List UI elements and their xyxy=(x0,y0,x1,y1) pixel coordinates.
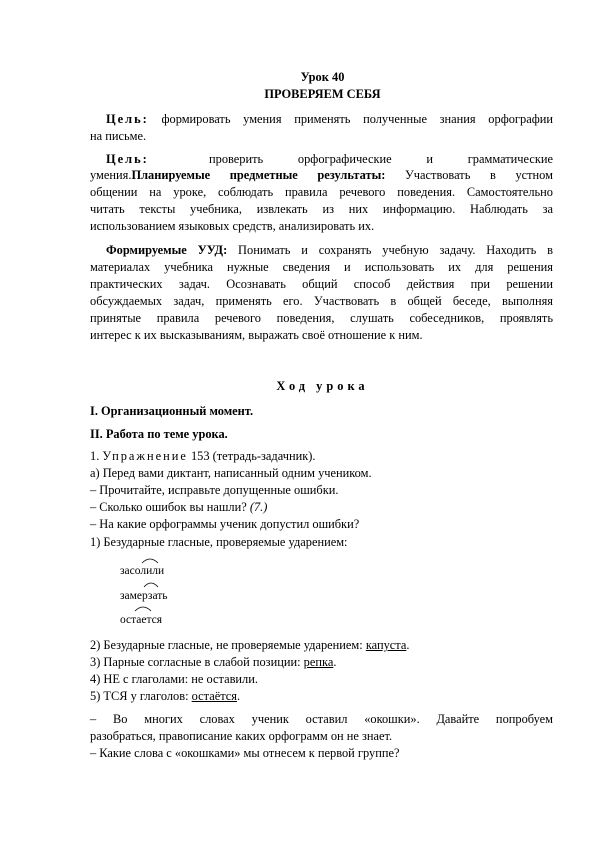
point-1: 1) Безударные гласные, проверяемые ударением: xyxy=(90,535,348,549)
point-3-word: репка xyxy=(303,655,334,669)
goal2-line5: использованием языковых средств, анализировать их. xyxy=(90,219,375,233)
goal1-text: формировать умения применять полученные знания орфографии xyxy=(148,112,553,126)
goal1-cont: на письме. xyxy=(90,129,147,143)
remark-line1: – Во многих словах ученик оставил «окошки». Давайте попробуем xyxy=(90,712,553,726)
exercise-label: Упражнение xyxy=(102,449,188,463)
point-2-text: 2) Безударные гласные, не проверяемые ударением: xyxy=(90,638,366,652)
point-2-end: . xyxy=(406,638,410,652)
point-2-word: капуста xyxy=(365,638,407,652)
example-word-3: остается xyxy=(120,614,163,626)
lesson-flow-heading: Ход урока xyxy=(276,379,369,393)
exercise-number: 1. xyxy=(90,449,103,463)
planned-results-label: Планируемые предметные результаты: xyxy=(131,168,386,182)
example-word-1: засолили xyxy=(120,565,165,577)
section-work: II. Работа по теме урока. xyxy=(90,427,228,441)
arc-word3 xyxy=(135,607,151,611)
uud-line1 xyxy=(90,243,553,258)
lesson-title: ПРОВЕРЯЕМ СЕБЯ xyxy=(264,87,381,101)
question-3: – На какие орфограммы ученик допустил ошибки? xyxy=(90,517,360,531)
uud-line5: принятые правила речевого поведения, слушать собеседников, проявлять xyxy=(90,311,553,325)
goal1-line xyxy=(90,112,553,127)
point-5-end: . xyxy=(236,689,241,703)
exercise-line xyxy=(90,449,553,464)
goal1-label: Цель: xyxy=(106,112,149,126)
point-2 xyxy=(90,638,553,653)
goal2-l2-text: умения. xyxy=(90,168,132,182)
lesson-number: Урок 40 xyxy=(300,70,345,84)
point-5 xyxy=(90,689,553,704)
uud-l1-text: Понимать и сохранять учебную задачу. Находить в xyxy=(227,243,553,257)
goal2-text: проверить орфографические и грамматические xyxy=(209,152,553,166)
arc-word1 xyxy=(142,559,158,563)
point-5-word: остаётся xyxy=(191,689,237,703)
item-a: а) Перед вами диктант, написанный одним учеником. xyxy=(90,466,372,480)
example-word-2: замерзать xyxy=(120,590,168,602)
goal2-line xyxy=(90,152,553,167)
remark-line2: разобраться, правописание каких орфограмм он не знает. xyxy=(90,729,393,743)
uud-line2: материалах учебника нужные сведения и использовать их для решения xyxy=(90,260,553,274)
uud-label: Формируемые УУД: xyxy=(106,243,228,257)
arc-word2 xyxy=(144,583,158,587)
section-organizational: I. Организационный момент. xyxy=(90,404,254,418)
point-3-text: 3) Парные согласные в слабой позиции: xyxy=(90,655,304,669)
goal2-line4: читать тексты учебника, извлекать из них информацию. Наблюдать за xyxy=(90,202,553,216)
point-3-end: . xyxy=(333,655,337,669)
goal2-line3: общении на уроке, соблюдать правила речевого поведения. Самостоятельно xyxy=(90,185,553,199)
question-1: – Прочитайте, исправьте допущенные ошибки. xyxy=(90,483,339,497)
uud-line4: обсуждаемых задач, применять его. Участвовать в общей беседе, выполняя xyxy=(90,294,553,308)
point-4: 4) НЕ с глаголами: не оставили. xyxy=(90,672,258,686)
question-2 xyxy=(90,500,553,515)
stress-arcs xyxy=(120,553,210,623)
goal2-l2-rest: Участвовать в устном xyxy=(385,168,553,182)
exercise-ref: 153 (тетрадь-задачник). xyxy=(187,449,316,463)
uud-line3: практических задач. Осознавать общий способ действия при решении xyxy=(90,277,553,291)
question-2-answer: (7.) xyxy=(249,500,268,514)
goal2-label: Цель: xyxy=(106,152,149,166)
remark-line3: – Какие слова с «окошками» мы отнесем к первой группе? xyxy=(90,746,400,760)
point-5-text: 5) ТСЯ у глаголов: xyxy=(90,689,192,703)
goal2-line2 xyxy=(90,168,553,183)
point-3 xyxy=(90,655,553,670)
question-2-text: – Сколько ошибок вы нашли? xyxy=(90,500,250,514)
uud-line6: интерес к их высказываниям, выражать своё отношение к ним. xyxy=(90,328,423,342)
